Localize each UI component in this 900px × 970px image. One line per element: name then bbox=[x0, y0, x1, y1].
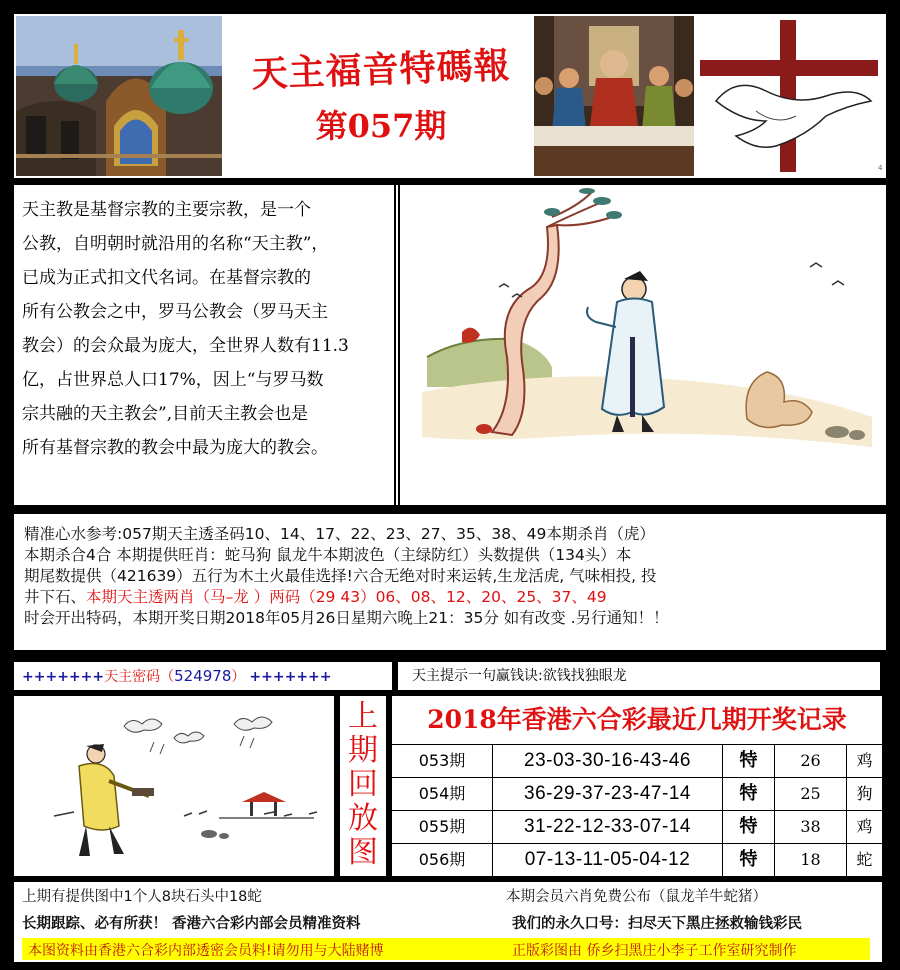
intro-line: 所有基督宗教的教会中最为庞大的教会。 bbox=[22, 438, 328, 458]
records-title: 2018年香港六合彩最近几期开奖记录 bbox=[427, 705, 847, 734]
special-label-cell: 特 bbox=[722, 745, 774, 777]
header-panel bbox=[12, 12, 888, 180]
footer-line-3-right: 正版彩图由 侨乡扫黑庄小李子工作室研究制作 bbox=[512, 943, 797, 959]
footer-line-2-right: 我们的永久口号：扫尽天下黑庄拯救输钱彩民 bbox=[512, 916, 802, 932]
issue-cell: 054期 bbox=[418, 784, 466, 803]
intro-line: 公教，自明朝时就沿用的名称“天主教”， bbox=[22, 234, 329, 254]
issue-cell: 056期 bbox=[418, 850, 466, 869]
zodiac-cell: 蛇 bbox=[846, 844, 882, 876]
tip-bar bbox=[396, 660, 882, 692]
reference-panel bbox=[12, 512, 888, 652]
replay-label-char: 回 bbox=[348, 767, 378, 802]
intro-line: 天主教是基督宗教的主要宗教，是一个 bbox=[22, 200, 311, 220]
header-title-area bbox=[228, 16, 534, 176]
plus-left: +++++++ bbox=[22, 669, 105, 685]
intro-line: 宗共融的天主教会”,目前天主教会也是 bbox=[22, 404, 309, 424]
replay-label-char: 图 bbox=[348, 835, 378, 870]
numbers-cell: 07-13-11-05-04-12 bbox=[492, 844, 722, 876]
secret-label: 天主密码（ bbox=[104, 669, 175, 685]
intro-divider bbox=[394, 185, 400, 505]
intro-panel bbox=[12, 183, 888, 507]
special-label-cell: 特 bbox=[722, 778, 774, 810]
footer-line-3-left: 本图资料由香港六合彩内部透密会员料!请勿用与大陆赌博 bbox=[28, 943, 384, 959]
issue-number: 第057期 bbox=[315, 107, 447, 145]
issue-cell: 055期 bbox=[418, 817, 466, 836]
numbers-cell: 36-29-37-23-47-14 bbox=[492, 778, 722, 810]
records-table bbox=[390, 694, 884, 878]
reference-line-4 bbox=[24, 587, 886, 608]
last-supper-image bbox=[534, 16, 694, 176]
special-number-cell: 18 bbox=[774, 844, 846, 876]
issue-cell: 053期 bbox=[418, 751, 466, 770]
special-number-cell: 38 bbox=[774, 811, 846, 843]
table-row bbox=[392, 777, 882, 810]
intro-line: 已成为正式扣文代名词。在基督宗教的 bbox=[22, 268, 311, 288]
table-row bbox=[392, 843, 882, 876]
church-image bbox=[16, 16, 222, 176]
secret-code-bar bbox=[12, 660, 394, 692]
replay-label-char: 放 bbox=[348, 801, 378, 836]
scholar-illustration bbox=[402, 187, 884, 503]
reference-line-1: 精准心水参考:057期天主透圣码10、14、17、22、23、27、35、38、49本期杀肖（虎） bbox=[24, 525, 655, 543]
footer-line-1-left: 上期有提供图中1个人8块石头中18蛇 bbox=[22, 889, 262, 905]
footer-line-1-right: 本期会员六肖免费公布（鼠龙羊牛蛇猪） bbox=[506, 889, 767, 905]
intro-line: 所有公教会之中，罗马公教会（罗马天主 bbox=[22, 302, 328, 322]
replay-label-char: 期 bbox=[348, 733, 378, 768]
intro-line: 亿，占世界总人口17%，因上“与罗马数 bbox=[22, 370, 324, 390]
reference-line-3: 期尾数提供（421639）五行为木土火最佳选择!六合无绝对时来运转,生龙活虎, 气味相投, 投 bbox=[24, 567, 657, 585]
highlight-prediction: 本期天主透两肖（马–龙 ）两码（29 43）06、08、12、20、25、37、49 bbox=[86, 588, 607, 606]
intro-line: 教会）的会众最为庞大，全世界人数有11.3 bbox=[22, 336, 349, 356]
replay-illustration-panel bbox=[12, 694, 336, 878]
numbers-cell: 31-22-12-33-07-14 bbox=[492, 811, 722, 843]
reference-line-5: 时会开出特码，本期开奖日期2018年05月26日星期六晚上21：35分 如有改变 .另行通知！！ bbox=[24, 609, 669, 627]
zodiac-cell: 狗 bbox=[846, 778, 882, 810]
cross-dove-image bbox=[696, 16, 884, 176]
numbers-cell: 23-03-30-16-43-46 bbox=[492, 745, 722, 777]
reference-line-2: 本期杀合4合 本期提供旺肖：蛇马狗 鼠龙牛本期波色（主绿防红）头数提供（134头）本 bbox=[24, 546, 632, 564]
special-label-cell: 特 bbox=[722, 811, 774, 843]
plus-right: +++++++ bbox=[249, 669, 332, 685]
walking-scholar-illustration bbox=[14, 696, 334, 876]
intro-text bbox=[22, 193, 397, 493]
footer-line-2-left: 长期跟踪、必有所获！ 香港六合彩内部会员精准资料 bbox=[22, 916, 361, 932]
special-number-cell: 26 bbox=[774, 745, 846, 777]
secret-close: ） bbox=[231, 669, 246, 685]
replay-label-char: 上 bbox=[348, 699, 378, 734]
special-number-cell: 25 bbox=[774, 778, 846, 810]
secret-code: 524978 bbox=[174, 667, 232, 685]
replay-label bbox=[338, 694, 388, 878]
table-row bbox=[392, 810, 882, 843]
page-title: 天主福音特碼報 bbox=[250, 44, 512, 96]
tip-text: 天主提示一句赢钱诀:欲钱找独眼龙 bbox=[412, 668, 627, 684]
footer-panel bbox=[12, 880, 884, 964]
table-row bbox=[392, 744, 882, 777]
zodiac-cell: 鸡 bbox=[846, 811, 882, 843]
svg-text:4: 4 bbox=[878, 164, 883, 172]
reference-line-4-prefix: 井下石、 bbox=[24, 588, 87, 606]
zodiac-cell: 鸡 bbox=[846, 745, 882, 777]
special-label-cell: 特 bbox=[722, 844, 774, 876]
